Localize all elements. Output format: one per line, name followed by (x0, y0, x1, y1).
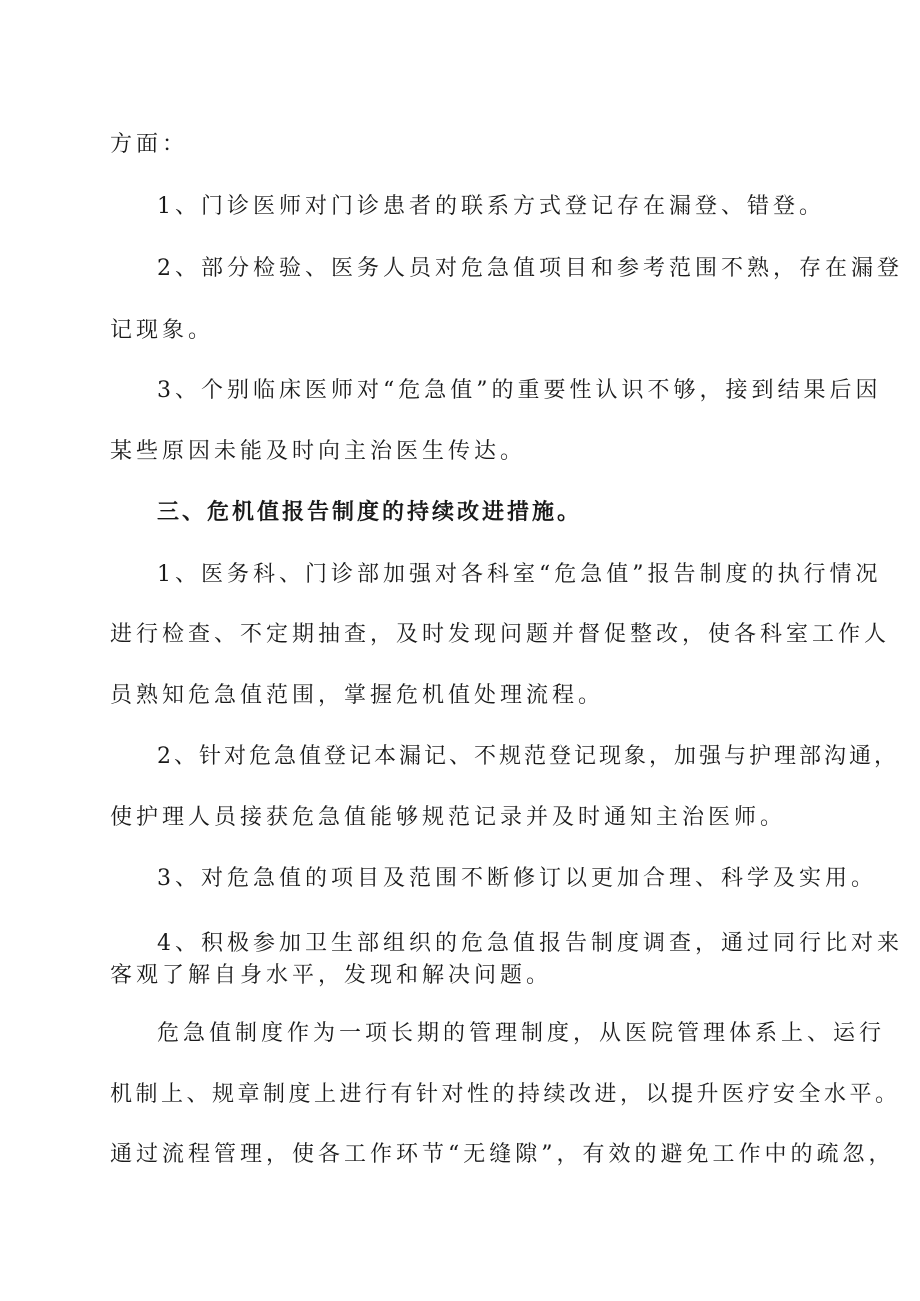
list-item: 1、门诊医师对门诊患者的联系方式登记存在漏登、错登。 (157, 194, 825, 219)
text-line: 记现象。 (110, 318, 215, 343)
list-item: 3、个别临床医师对“危急值”的重要性认识不够，接到结果后因 (157, 378, 882, 403)
text-line: 某些原因未能及时向主治医生传达。 (110, 439, 527, 464)
paragraph-line: 危急值制度作为一项长期的管理制度，从医院管理体系上、运行 (157, 1021, 886, 1046)
text-line: 通过流程管理，使各工作环节“无缝隙”，有效的避免工作中的疏忽， (110, 1142, 895, 1167)
list-item: 4、积极参加卫生部组织的危急值报告制度调查，通过同行比对来 (157, 931, 903, 956)
list-item: 2、针对危急值登记本漏记、不规范登记现象，加强与护理部沟通， (157, 744, 899, 769)
list-item: 2、部分检验、医务人员对危急值项目和参考范围不熟，存在漏登 (157, 256, 903, 281)
list-item: 3、对危急值的项目及范围不断修订以更加合理、科学及实用。 (157, 866, 877, 891)
list-item: 1、医务科、门诊部加强对各科室“危急值”报告制度的执行情况 (157, 562, 882, 587)
text-line: 客观了解自身水平，发现和解决问题。 (110, 963, 553, 988)
text-line: 进行检查、不定期抽查，及时发现问题并督促整改，使各科室工作人 (110, 622, 891, 647)
text-line: 机制上、规章制度上进行有针对性的持续改进，以提升医疗安全水平。 (110, 1082, 901, 1107)
section-heading: 三、危机值报告制度的持续改进措施。 (157, 500, 583, 525)
text-line: 方面： (110, 132, 189, 157)
text-line: 员熟知危急值范围，掌握危机值处理流程。 (110, 683, 605, 708)
text-line: 使护理人员接获危急值能够规范记录并及时通知主治医师。 (110, 805, 787, 830)
